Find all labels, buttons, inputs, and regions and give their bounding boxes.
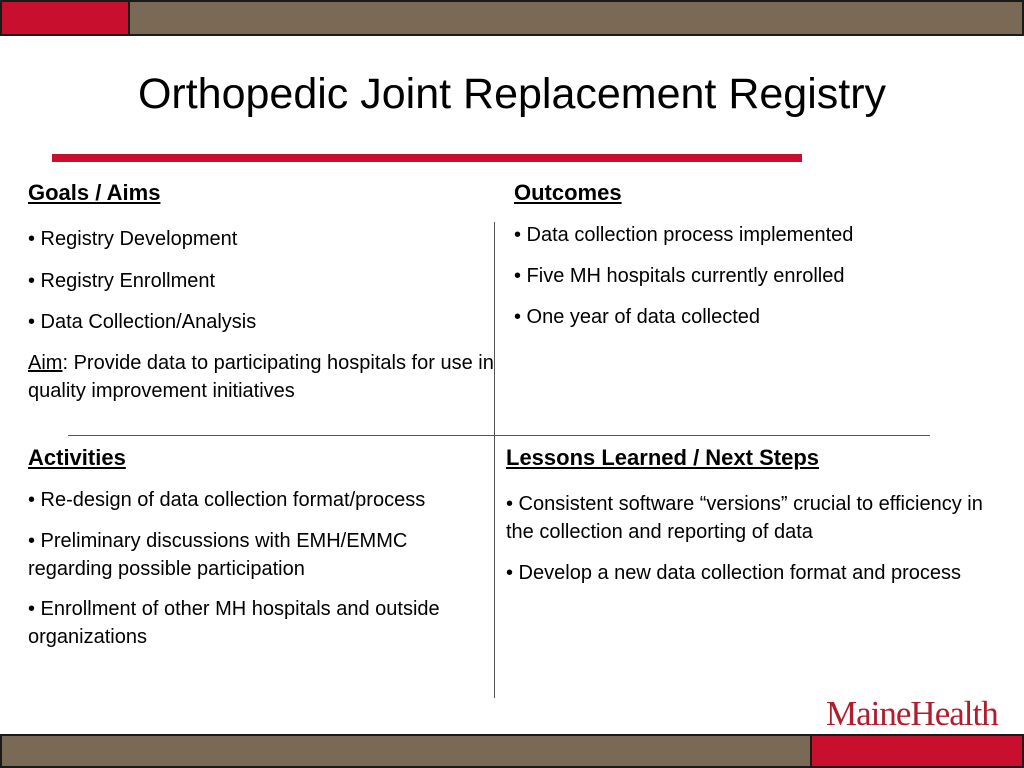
outcomes-item: • One year of data collected xyxy=(514,306,761,328)
activities-item: • Preliminary discussions with EMH/EMMC regarding possible participation xyxy=(28,530,408,580)
lessons-heading: Lessons Learned / Next Steps xyxy=(506,445,819,470)
aim-text: : Provide data to participating hospitals for use in quality improvement initiatives xyxy=(28,352,494,402)
outcomes-item: • Five MH hospitals currently enrolled xyxy=(514,265,845,287)
goals-heading: Goals / Aims xyxy=(28,180,161,205)
bottom-red-bar xyxy=(810,734,1024,768)
activities-heading: Activities xyxy=(28,445,126,470)
goals-item: • Data Collection/Analysis xyxy=(28,311,257,333)
top-brown-bar xyxy=(128,0,1024,36)
title-underline-rule xyxy=(52,154,802,162)
lessons-item: • Consistent software “versions” crucial to efficiency in the collection and reporting of data xyxy=(506,493,983,543)
activities-item: • Enrollment of other MH hospitals and outside organizations xyxy=(28,598,440,648)
outcomes-item: • Data collection process implemented xyxy=(514,224,854,246)
goals-item: • Registry Development xyxy=(28,228,238,250)
slide-title: Orthopedic Joint Replacement Registry xyxy=(137,70,887,118)
vertical-divider xyxy=(494,222,495,698)
aim-paragraph xyxy=(28,349,494,405)
lessons-item: • Develop a new data collection format and process xyxy=(506,562,962,584)
outcomes-heading: Outcomes xyxy=(514,180,622,205)
top-red-bar xyxy=(0,0,130,36)
aim-label: Aim xyxy=(28,352,63,374)
mainehealth-logo: MaineHealth xyxy=(826,694,998,733)
goals-item: • Registry Enrollment xyxy=(28,270,216,292)
horizontal-divider xyxy=(68,435,930,436)
bottom-brown-bar xyxy=(0,734,812,768)
activities-item: • Re-design of data collection format/process xyxy=(28,489,426,511)
